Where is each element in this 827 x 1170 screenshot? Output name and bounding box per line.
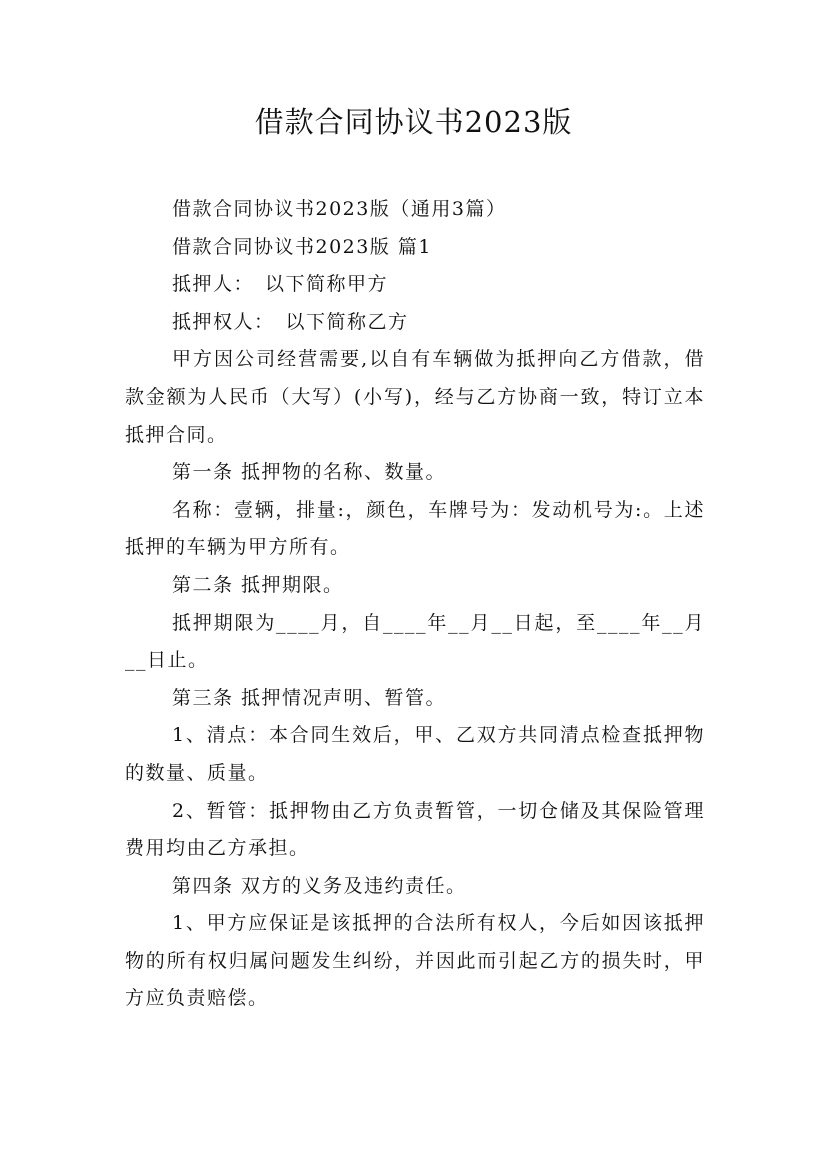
- article-4-item-1: 1、甲方应保证是该抵押的合法所有权人，今后如因该抵押物的所有权归属问题发生纠纷，并因此而引起乙方的损失时，甲方应负责赔偿。: [125, 912, 705, 1010]
- party-b-line: 抵押权人： 以下简称乙方: [172, 310, 409, 333]
- party-a-line: 抵押人： 以下简称甲方: [172, 273, 389, 296]
- document-body: [125, 191, 705, 1018]
- intro-paragraph: 甲方因公司经营需要,以自有车辆做为抵押向乙方借款，借款金额为人民币（大写）(小写)，经与乙方协商一致，特订立本抵押合同。: [125, 348, 705, 446]
- section-heading: 借款合同协议书2023版 篇1: [172, 235, 432, 258]
- article-3-heading: 第三条 抵押情况声明、暂管。: [172, 686, 447, 709]
- article-1-heading: 第一条 抵押物的名称、数量。: [172, 461, 447, 484]
- subtitle-paragraph: 借款合同协议书2023版（通用3篇）: [172, 198, 507, 220]
- article-3-item-2: 2、暂管：抵押物由乙方负责暂管，一切仓储及其保险管理费用均由乙方承担。: [125, 799, 705, 860]
- article-1-text: 名称：壹辆，排量:，颜色，车牌号为：发动机号为:。上述抵押的车辆为甲方所有。: [125, 498, 705, 559]
- article-4-heading: 第四条 双方的义务及违约责任。: [172, 874, 467, 897]
- article-2-heading: 第二条 抵押期限。: [172, 573, 344, 596]
- article-2-text: 抵押期限为____月，自____年__月__日起，至____年__月__日止。: [125, 611, 705, 672]
- article-3-item-1: 1、清点：本合同生效后，甲、乙双方共同清点检查抵押物的数量、质量。: [125, 724, 705, 784]
- document-title: 借款合同协议书2023版: [254, 105, 573, 139]
